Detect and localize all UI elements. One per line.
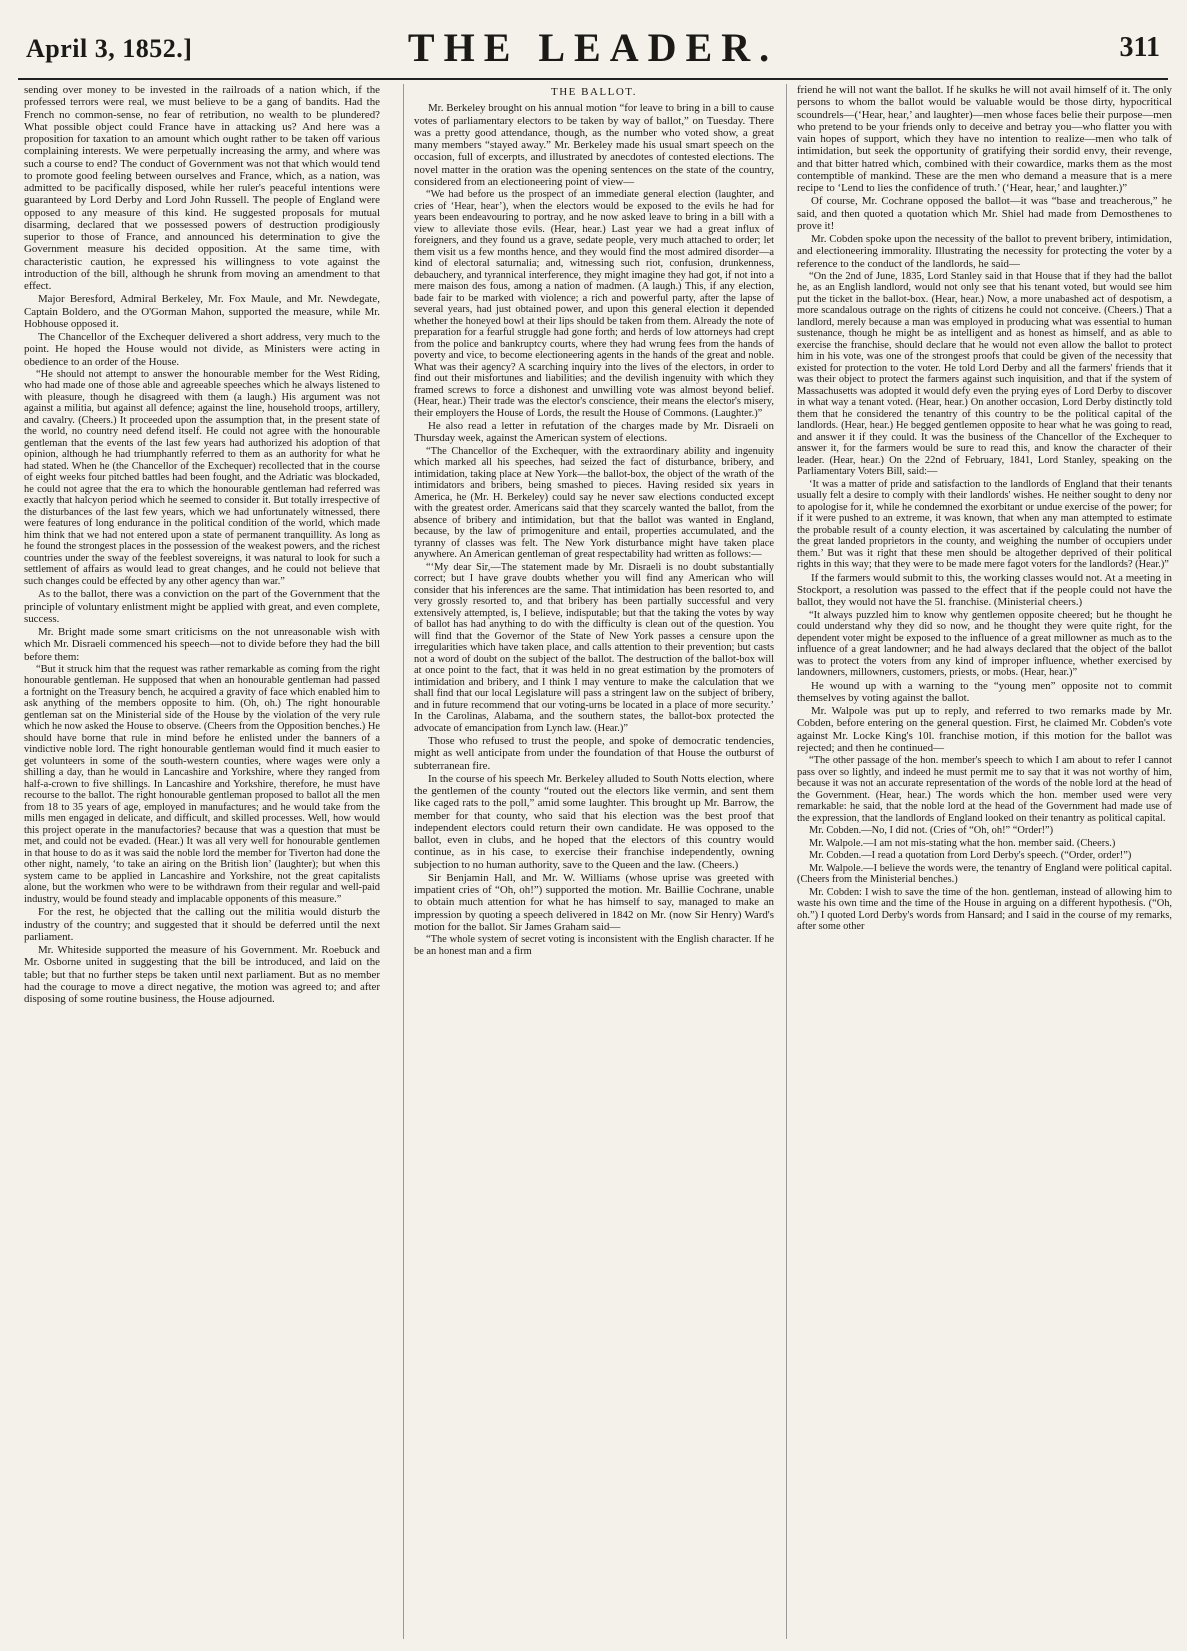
article-paragraph: Mr. Cobden.—No, I did not. (Cries of “Oh, oh!” “Order!”) — [809, 825, 1054, 836]
article-paragraph: Mr. Cobden.—I read a quotation from Lord Derby's speech. (“Order, order!”) — [809, 850, 1132, 861]
article-paragraph: Of course, Mr. Cochrane opposed the ballot—it was “base and treacherous,” he said, and then quoted a quotation which Mr. Shiel had made from Demosthenes to prove it! — [797, 195, 1172, 232]
article-paragraph: “The Chancellor of the Exchequer, with the extraordinary ability and ingenuity which marked all his speeches, had seized the fact of disturbance, bribery, and intimidation, taking place at New York—the ballot-box, the object of the wrath of the intimidators and bribers, being smashed to pieces. Having resided six years in America, he (Mr. H. Berkeley) could say he never saw elections conducted except with the greatest order. Americans said that they scarcely wanted the ballot, from the absence of bribery and intimidation, but that the ballot was wanted in England, because, by the law of primogeniture and entail, properties accumulated, and the tyranny of classes was felt. The New York disturbance might have taken place anywhere. An American gentleman of great respectability had written as follows:— — [414, 445, 774, 560]
column-3 — [786, 84, 1172, 1639]
article-paragraph: “On the 2nd of June, 1835, Lord Stanley said in that House that if they had the ballot he, as an English landlord, would not only see that his tenant voted, but would see him put the ticket in the ballot-box. (Hear, hear.) Now, a more unabashed act of despotism, a more scandalous outrage on the rights of citizens he could not conceive. (Cheers.) That a landlord, merely because a man was employed in producing what was essential to human sustenance, though he might be as intelligent and as honest as himself, and as able to exercise the franchise, should declare that he would not even allow the ballot to protect him in his vote, was one of the strongest proofs that could be given of the necessity that existed for protection to the voter. He told Lord Derby and all the farmers' friends that it was their object to protect the farmers against such inquisition, and that if the system of Massachusetts was adopted it would defy even the prying eyes of Lord Derby to discover in what way a tenant voted. (Hear, hear.) On another occasion, Lord Derby distinctly told them that he considered the tenantry of this country to be the political capital of the landlords. (Hear, hear.) He begged gentlemen opposite to hear what he was going to read, and answer it if they could. It was the business of the Chancellor of the Exchequer to answer it, for the farmers would be sure to read this, and know the character of their leader. (Hear, hear.) On the 22nd of February, 1841, Lord Stanley, speaking on the Parliamentary Voters Bill, said:— — [797, 270, 1172, 478]
article-paragraph: Major Beresford, Admiral Berkeley, Mr. Fox Maule, and Mr. Newdegate, Captain Boldero, and the O'Gorman Mahon, supported the measure, while Mr. Hobhouse opposed it. — [24, 293, 380, 330]
article-paragraph: Mr. Cobden: I wish to save the time of the hon. gentleman, instead of allowing him to waste his own time and the time of the House in arguing on a different hypothesis. (“Oh, oh.”) I quoted Lord Derby's words from Hansard; and I said in the course of my remarks, after some other — [797, 886, 1172, 932]
column-2 — [403, 84, 774, 1639]
section-heading: THE BALLOT. — [551, 86, 637, 98]
issue-date: April 3, 1852.] — [26, 34, 193, 63]
article-paragraph: ‘It was a matter of pride and satisfaction to the landlords of England that their tenants usually felt a desire to comply with their landlords' wishes. He neither sought to deny nor to apologise for it, while he condemned the exorbitant or undue exercise of the power; for if it were pushed to an extreme, it was known, that when any man attempted to estimate the probable result of a county election, it was ascertained by calculating the number of the great landed proprietors in the county, and weighing the number of occupiers under them.’ But was it right that these men should be altogether deprived of their political rights in this way; that they were to be made mere fagot voters for the landlords? (Hear.)” — [797, 478, 1172, 571]
article-paragraph: Mr. Cobden spoke upon the necessity of the ballot to prevent bribery, intimidation, and electioneering immorality. Illustrating the necessity for protecting the voter by a reference to the conduct of the landlords, he said— — [797, 233, 1172, 270]
article-paragraph: Mr. Walpole was put up to reply, and referred to two remarks made by Mr. Cobden, before entering on the general question. First, he claimed Mr. Cobden's vote against Mr. Locke King's 10l. franchise motion, if this motion for the ballot was rejected; and then he continued— — [797, 705, 1172, 754]
newspaper-title: THE LEADER. — [407, 25, 779, 70]
article-paragraph: As to the ballot, there was a conviction on the part of the Government that the principle of voluntary enlistment might be applied with great, and even complete, success. — [24, 588, 380, 625]
column-1 — [24, 84, 380, 1639]
article-paragraph: In the course of his speech Mr. Berkeley alluded to South Notts election, where the gentlemen of the county “routed out the electors like vermin, and sent them like caged rats to the poll,” amid some laughter. This brought up Mr. Barrow, the member for that county, who said that his election was the best proof that independent electors could return their own candidate. He was opposed to the ballot, even in clubs, and he hoped that the electors of this country would continue, as in his case, to exercise their franchise independently, owning subjection to no human authority, save to the Queen and the law. (Cheers.) — [414, 772, 774, 871]
article-paragraph: Those who refused to trust the people, and spoke of democratic tendencies, might as well anticipate from under the foundation of that House the outburst of subterranean fire. — [414, 735, 774, 772]
article-paragraph: “He should not attempt to answer the honourable member for the West Riding, who had made one of those able and agreeable speeches which he always listened to with pleasure, though he disagreed with them (a laugh.) His argument was not against a militia, but against all defence; against the line, household troops, artillery, and cavalry. (Cheers.) It proceeded upon the assumption that, in the present state of the world, no country need defend itself. He could not agree with the honourable gentleman that the events of the last few years had authorized his adoption of that opinion, although he had triumphantly referred to them as an authority for what he had stated. When he (the Chancellor of the Exchequer) recollected that in the course of eight weeks four pitched battles had been fought, and the Adriatic was blockaded, he could not agree that the era to which the honourable gentleman had referred was exactly that halcyon period which he seemed to consider it. But totally irrespective of the disturbances of the last few years, which we had unfortunately witnessed, there were features of long endurance in the political condition of the world, which made him think that we had not entered upon a state of permanent tranquillity. As long as he found the strongest places in the possession of the weakest powers, and the richest countries under the sway of the feeblest sovereigns, it was natural to look for such a settlement of affairs as would lead to great changes, and he could not believe that such changes could be effected by any other agency than war.” — [24, 368, 380, 587]
article-paragraph: If the farmers would submit to this, the working classes would not. At a meeting in Stockport, a resolution was passed to the effect that if the people could not have the ballot, they would not have the 5l. franchise. (Ministerial cheers.) — [797, 571, 1172, 609]
article-paragraph: He wound up with a warning to the “young men” opposite not to commit themselves by voting against the ballot. — [797, 679, 1172, 704]
article-paragraph: The Chancellor of the Exchequer delivered a short address, very much to the point. He hoped the House would not divide, as Ministers were acting in obedience to an order of the House. — [24, 331, 380, 368]
article-paragraph: Sir Benjamin Hall, and Mr. W. Williams (whose uprise was greeted with impatient cries of “Oh, oh!”) supported the motion. Mr. Baillie Cochrane, unable to obtain much attention for what he has himself to say, managed to make an impression by quoting a speech delivered in 1842 on Mr. (now Sir Henry) Ward's motion for the ballot. Sir James Graham said— — [414, 871, 774, 933]
article-paragraph: For the rest, he objected that the calling out the militia would disturb the industry of the country; and suggested that it should be deferred until the next parliament. — [24, 906, 380, 943]
article-paragraph: Mr. Whiteside supported the measure of his Government. Mr. Roebuck and Mr. Osborne united in suggesting that the bill be introduced, and laid on the table; but that no further steps be taken until next parliament. But as no member had the courage to move a direct negative, the motion was agreed to; and after disposing of some routine business, the House adjourned. — [24, 944, 380, 1005]
article-paragraph: Mr. Walpole.—I am not mis-stating what the hon. member said. (Cheers.) — [809, 837, 1116, 849]
article-paragraph: “It always puzzled him to know why gentlemen opposite cheered; but he thought he could understand why they did so now, and he thought they were quite right, for the dependent voter might be exposed to the influence of a great millowner as much as to the influence of a great landowner; and he had always declared that the object of the ballot was to protect the voters from any kind of improper influence, whether exercised by landowners, millowners, customers, priests, or mobs. (Hear, hear.)” — [797, 609, 1172, 678]
article-paragraph: friend he will not want the ballot. If he skulks he will not avail himself of it. The only persons to whom the ballot would be valuable would be those dirty, hypocritical scoundrels—(‘Hear, hear,’ and laughter)—men whose faces belie their purpose—men who pretend to be your friends only to deceive and betray you—who flatter you with vain hopes of support, which they have no intention to realize—men who talk of intimidation, but seek the opportunity of gratifying their sordid envy, their revenge, and that bitter hatred which, combined with their cowardice, marks them as the most contemptible of mankind. These are the men who demand a measure that is a mere recipe to ‘Lend to lies the confidence of truth.’ (‘Hear, hear,’ and laughter.)” — [797, 84, 1172, 194]
article-paragraph: “We had before us the prospect of an immediate general election (laughter, and cries of ‘Hear, hear’), when the electors would be exposed to the evils he had for years been endeavouring to portray, and he now asked leave to bring in a bill with a view to alleviate those evils. (Hear, hear.) Last year we had a great influx of foreigners, and they found us a grave, sedate people, very much attached to order; let them visit us a few months hence, and they would find the most admired disorder—a kind of electoral saturnalia; and, witnessing such riot, confusion, drunkenness, debauchery, and tyrannical interference, they might imagine they had got, if not into a mere maison des fous, among a nation of madmen. (A laugh.) This, if any election, bade fair to be marked with violence; a rich and powerful party, after the lapse of several years, had just obtained power, and upon this general election it depended whether the honeyed bowl at their lips should be taken from them. Already the note of preparation for a fearful struggle had gone forth; and herds of low attorneys had crept from the police and bankruptcy courts, where they had wrung fees from the hands of poverty and vice, to become electioneering agents in the hands of the great and noble. What was their agency? A scarching inquiry into the lives of the electors, in order to find out their misfortunes and liabilities; and the devilish ingenuity with which they framed screws to force a dishonest and unwilling vote was almost beyond belief. (Hear, hear.) Their trade was the elector's conscience, their means the elector's misery, their employers the House of Lords, the result the House of Commons. (Laughter.)” — [414, 189, 774, 419]
article-paragraph: He also read a letter in refutation of the charges made by Mr. Disraeli on Thursday week, against the American system of elections. — [414, 420, 774, 445]
page-number: 311 — [1119, 32, 1160, 63]
article-paragraph: “The other passage of the hon. member's speech to which I am about to refer I cannot pass over so lightly, and indeed he must permit me to say that it was not worthy of him, because it was not an accurate representation of the words of the noble lord at the head of the Government. (Hear, hear.) The words which the hon. member used were very remarkable: he said, that the noble lord at the head of the Government had made use of the expression, that the landlords of England looked on their tenantry as political capital. — [797, 755, 1172, 824]
article-paragraph: “‘My dear Sir,—The statement made by Mr. Disraeli is no doubt substantially correct; but I have grave doubts whether you will find any American who will consider that his inferences are the same. That intimidation has been resorted to, and very grossly resorted to, and that bribery has been partially successful and very extensively attempted, is, I believe, indisputable; but that the taking the votes by way of ballot has had anything to do with the difficulty is clean out of the question. You will find that the Governor of the State of New York passes a censure upon the irregularities which have taken place, and calls attention to their prevention; but casts not a word of doubt on the subject of the ballot. The destruction of the ballot-box will at once point to the fact, that it was held in no great estimation by the promoters of intimidation and bribery, and I think I may venture to make the calculation that we shall find that our local Legislature will pass a stringent law on the subject of bribery, and in future recommend that our voting-urns be located in a place of more security.’ In the Carolinas, Alabama, and the southern states, the ballot-box protected the advocate of emancipation from Lynch law. (Hear.)” — [414, 561, 774, 734]
article-paragraph: Mr. Berkeley brought on his annual motion “for leave to bring in a bill to cause votes of parliamentary electors to be taken by way of ballot,” on Tuesday. There was a pretty good attendance, though, as the number who voted show, a great many members “stayed away.” Mr. Berkeley made his usual smart speech on the occasion, full of excerpts, and illustrated by anecdotes of contested elections. The novel matter in the oration was the opening sentences on the state of the country, considered from an electioneering point of view— — [414, 102, 774, 188]
article-paragraph: sending over money to be invested in the railroads of a nation which, if the professed terrors were real, we must believe to be a gang of bandits. Had the French no common-sense, no fear of retribution, no wealth to be plundered? What possible object could France have in attacking us? And here was a proposition for taxation to an amount which ought rather to be taken off various complaining interests. We were perpetually increasing the army, and where was such a course to end? The conduct of Government was not that which would tend to promote good feeling between ourselves and France, which, as a nation, was admitted to be pacifically disposed, while her ruler's peaceful intentions were guaranteed by Lord Derby and Lord John Russell. The people of England were opposed to any measure of this kind. He suggested proposals for mutual disarming, declared that we possessed powers of destruction prodigiously superior to those of France, and announced his determination to give the Government measure his decided opposition. At the same time, with characteristic caution, he expressed his willingness to vote against the introduction of the bill, although he shrunk from moving an amendment to that effect. — [24, 84, 380, 292]
article-paragraph: “The whole system of secret voting is inconsistent with the English character. If he be an honest man and a firm — [414, 934, 774, 957]
masthead — [18, 16, 1168, 80]
article-paragraph: Mr. Walpole.—I believe the words were, the tenantry of England were political capital. (Cheers from the Ministerial benches.) — [797, 862, 1172, 885]
article-paragraph: “But it struck him that the request was rather remarkable as coming from the right honourable gentleman. He supposed that when an honourable gentleman had passed a fortnight on the Treasury bench, he acquired a gravity of face which enabled him to ask anything of the members opposite to him. (Oh, oh.) The right honourable gentleman sat on the Ministerial side of the House by the violation of the very rule which he now asked the House to observe. (Cheers from the Opposition benches.) He should have borne that rule in mind before he enlisted under the banners of a vindictive noble lord. The right honourable gentleman would find it much easier to get volunteers in some of the south-western counties, where wages were only a shilling a day, than he would in Lancashire and Yorkshire, where they ranged from half-a-crown to five shillings. In Lancashire and Yorkshire, therefore, he must have recourse to the ballot. The right honourable gentleman proposed to ballot all the men from 18 to 35 years of age, employed in manufactures; and he would take from the mills men engaged in delicate, and difficult, and skilled processes. Well, how would this project operate in the manufactories? because that was a question that must be met, and could not be evaded. (Hear.) It was all very well for honourable gentlemen in that house to do as it was said the noble lord the member for Tiverton had done the other night, namely, ‘to take an airing on the British lion’ (laughter); but when this system came to be applied in Lancashire and Yorkshire, not the great capitalists alone, but the workmen who were to be withdrawn from their regular and well-paid industry, would be found steady and implacable opponents of this measure.” — [24, 663, 380, 905]
article-paragraph: Mr. Bright made some smart criticisms on the not unreasonable wish with which Mr. Disraeli commenced his speech—not to divide before they had the bill before them: — [24, 626, 380, 663]
